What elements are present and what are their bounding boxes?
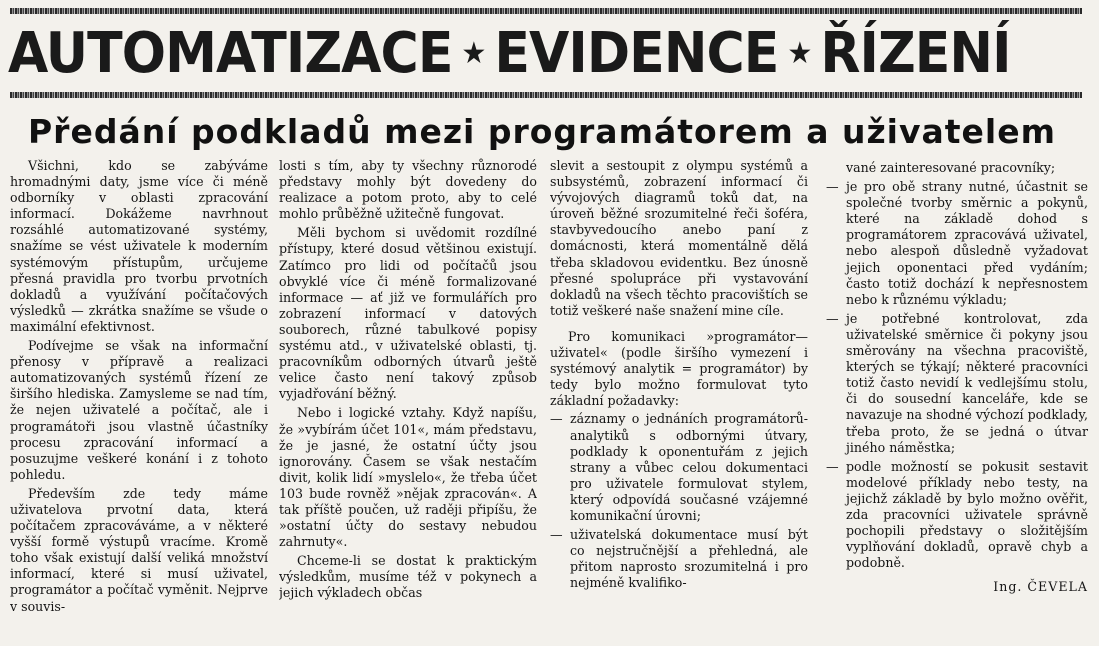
masthead-bottom-rule (10, 92, 1082, 98)
masthead-word-rizeni: ŘÍZENÍ (820, 20, 1011, 86)
paragraph: Chceme-li se dostat k praktickým výsledkům, musíme též v pokynech a jejich výkladech občas (279, 553, 537, 601)
paragraph: Všichni, kdo se zabýváme hromadnými daty, jsme více či méně odborníky v oblasti zpracování informací. Dokážeme navrhnout rozsáhlé automatizované systémy, snažíme se vést uživatele k moderním systémovým přístupům, určujeme přesná pravidla pro tvorbu prvotních dokladů a využívání počítačových výsledků — zkrátka snažíme se všude o maximální efektivnost. (10, 158, 268, 334)
masthead-top-rule (10, 8, 1082, 14)
author-byline: Ing. ČEVELA (993, 579, 1088, 595)
paragraph: Nebo i logické vztahy. Když napíšu, že »vybírám účet 101«, mám představu, že je jasné, že ostatní účty jsou ignorovány. Časem se však nestačím divit, kolik lidí »myslelo«, že třeba účet 103 bude rovněž »nějak zpracován«. A tak příště poučen, už raději připíšu, že »ostatní účty do sestavy nebudou zahrnuty«. (279, 405, 537, 550)
star-icon: ★ (787, 35, 812, 71)
article-column-1 (10, 158, 268, 638)
list-item: vané zainteresované pracovníky; (846, 160, 1056, 175)
paragraph: slevit a sestoupit z olympu systémů a subsystémů, zobrazení informací či vývojových diagramů toků dat, na úroveň běžné srozumitelné řeči šoféra, stavbyvedoucího anebo paní z domácnosti, která momentálně dělá třeba skladovou evidentku. Bez únosně přesné spolupráce při vystavování dokladů na všech těchto pracovištích se totiž veškeré naše snažení mine cíle. (550, 158, 808, 318)
requirements-list (550, 411, 808, 591)
article-column-4 (826, 158, 1088, 638)
masthead (8, 16, 1011, 90)
list-item: — uživatelská dokumentace musí být co nejstručnější a přehledná, ale přitom naprosto srozumitelná i pro nejméně kvalifiko- (550, 527, 808, 591)
masthead-word-automatizace: AUTOMATIZACE (8, 20, 453, 86)
list-item: — je potřebné kontrolovat, zda uživatelské směrnice či pokyny jsou směrovány na všechna pracoviště, kterých se týkají; některé pracovníci totiž často nevidí k vedlejšímu stolu, či do sousední kanceláře, kde se navazuje na shodné výchozí podklady, třeba proto, že se jedná o útvar jiného náměstka; (826, 311, 1088, 456)
article-column-3 (550, 158, 808, 638)
paragraph: losti s tím, aby ty všechny různorodé představy mohly být dovedeny do realizace a potom proto, aby to celé mohlo průběžně užitečně fungovat. (279, 158, 537, 222)
list-item: — podle možností se pokusit sestavit modelové příklady nebo testy, na jejichž základě by bylo možno ověřit, zda pracovníci uživatele správně pochopili představy o složitějším vyplňování dokladů, opravě chyb a podobně. (826, 459, 1088, 572)
paragraph: Především zde tedy máme uživatelova prvotní data, která počítačem zpracováváme, a v některé vyšší formě výstupů vracíme. Kromě toho však existují další veliká množství informací, které si musí uživatel, programátor a počítač vyměnit. Nejprve v souvis- (10, 485, 268, 614)
requirements-list-continued (826, 160, 1088, 571)
paragraph: Podívejme se však na informační přenosy v přípravě a realizaci automatizovaných systémů řízení ze širšího hlediska. Zamysleme se nad tím, že nejen uživatelé a počítač, ale i programátoři jsou vlastně účastníky procesu zpracování informací a posuzujme veškeré konání i z tohoto pohledu. (10, 338, 268, 482)
list-item: — záznamy o jednáních programátorů-analytiků s odbornými útvary, podklady k oponentuřám z jejich strany a vůbec celou dokumentaci pro uživatele formulovat stylem, který odpovídá současné vzájemné komunikační úrovni; (550, 411, 808, 524)
paragraph: Pro komunikaci »programátor—uživatel« (podle širšího vymezení i systémový analytik = programátor) by tedy bylo možno formulovat tyto základní požadavky: (550, 328, 808, 409)
paragraph: Měli bychom si uvědomit rozdílné přístupy, které dosud většinou existují. Zatímco pro lidi od počítačů jsou obvyklé více či méně formalizované informace — ať již ve formulářích pro zobrazení informací v datových souborech, různé tabulkové popisy systému atd., v uživatelské oblasti, tj. pracovníkům odborných útvarů ještě velice často není takový způsob vyjadřování běžný. (279, 225, 537, 402)
masthead-word-evidence: EVIDENCE (494, 20, 779, 86)
list-item: — je pro obě strany nutné, účastnit se společné tvorby směrnic a pokynů, které na základě dohod s programátorem zpracovává uživatel, nebo alespoň důsledně vyžadovat jejich oponentaci před vydáním; často totiž dochází k nepřesnostem nebo k různému výkladu; (826, 179, 1088, 308)
star-icon: ★ (461, 35, 486, 71)
article-headline: Předání podkladů mezi programátorem a uživatelem (28, 112, 1056, 151)
article-column-2 (279, 158, 537, 638)
